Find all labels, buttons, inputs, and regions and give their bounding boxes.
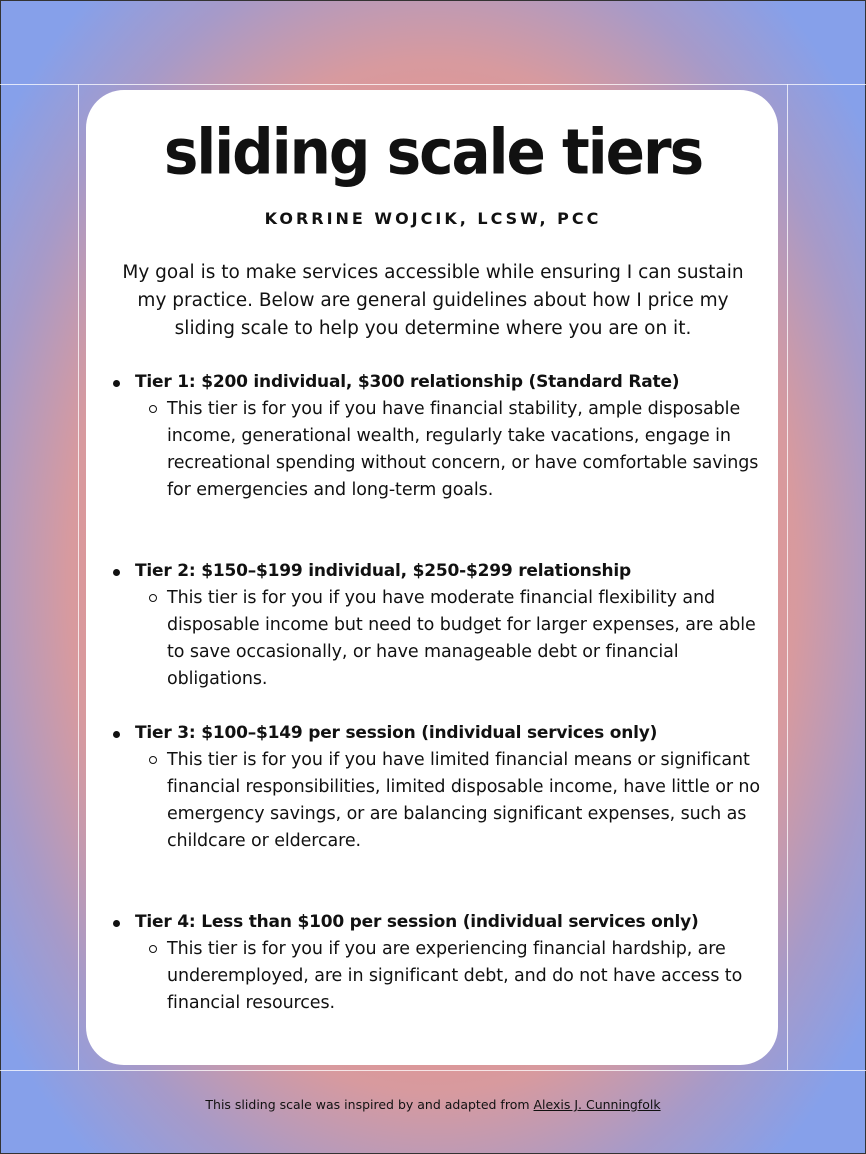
- tier-description: [108, 936, 768, 1017]
- tier-description-text: This tier is for you if you are experiencing financial hardship, are underemployed, are in significant debt, and do not have access to financial resources.: [167, 939, 743, 1013]
- bullet-disc-icon: [113, 380, 120, 387]
- tier-4: [108, 909, 768, 1017]
- guide-line-left: [78, 84, 79, 1070]
- tier-heading-text: Tier 1: $200 individual, $300 relationship (Standard Rate): [135, 372, 680, 392]
- tier-2: [108, 558, 768, 693]
- tier-heading: [108, 909, 768, 936]
- author-subtitle: KORRINE WOJCIK, LCSW, PCC: [264, 209, 602, 228]
- footer-text: This sliding scale was inspired by and adapted from: [205, 1097, 534, 1112]
- tier-heading-text: Tier 4: Less than $100 per session (individual services only): [135, 912, 699, 932]
- bullet-disc-icon: [113, 920, 120, 927]
- tier-1: [108, 369, 768, 504]
- credit-link[interactable]: Alexis J. Cunningfolk: [533, 1097, 661, 1112]
- tier-description-text: This tier is for you if you have financial stability, ample disposable income, generational wealth, regularly take vacations, engage in recreational spending without concern, or have comfortable savings for emergencies and long-term goals.: [167, 399, 759, 500]
- guide-line-bottom: [0, 1070, 866, 1071]
- bullet-disc-icon: [113, 569, 120, 576]
- intro-paragraph: My goal is to make services accessible while ensuring I can sustain my practice. Below are general guidelines about how I price my sliding scale to help you determine where you are on it.: [122, 262, 744, 339]
- tier-description-text: This tier is for you if you have moderate financial flexibility and disposable income but need to budget for larger expenses, are able to save occasionally, or have manageable debt or financial obligations.: [167, 588, 756, 689]
- tier-description: [108, 396, 768, 504]
- bullet-circle-icon: [149, 594, 157, 602]
- footer-credit: [0, 1097, 866, 1112]
- tier-heading: [108, 720, 768, 747]
- bullet-circle-icon: [149, 756, 157, 764]
- bullet-circle-icon: [149, 945, 157, 953]
- tier-heading: [108, 558, 768, 585]
- tier-heading-text: Tier 2: $150–$199 individual, $250-$299 relationship: [135, 561, 631, 581]
- page-title: sliding scale tiers: [163, 115, 703, 189]
- tier-description: [108, 747, 768, 855]
- guide-line-top: [0, 84, 866, 85]
- tier-3: [108, 720, 768, 855]
- tier-heading: [108, 369, 768, 396]
- guide-line-right: [787, 84, 788, 1070]
- tier-description-text: This tier is for you if you have limited financial means or significant financial responsibilities, limited disposable income, have little or no emergency savings, or are balancing significant expenses, such as childcare or eldercare.: [167, 750, 760, 851]
- bullet-circle-icon: [149, 405, 157, 413]
- tier-description: [108, 585, 768, 693]
- tier-heading-text: Tier 3: $100–$149 per session (individual services only): [135, 723, 658, 743]
- bullet-disc-icon: [113, 731, 120, 738]
